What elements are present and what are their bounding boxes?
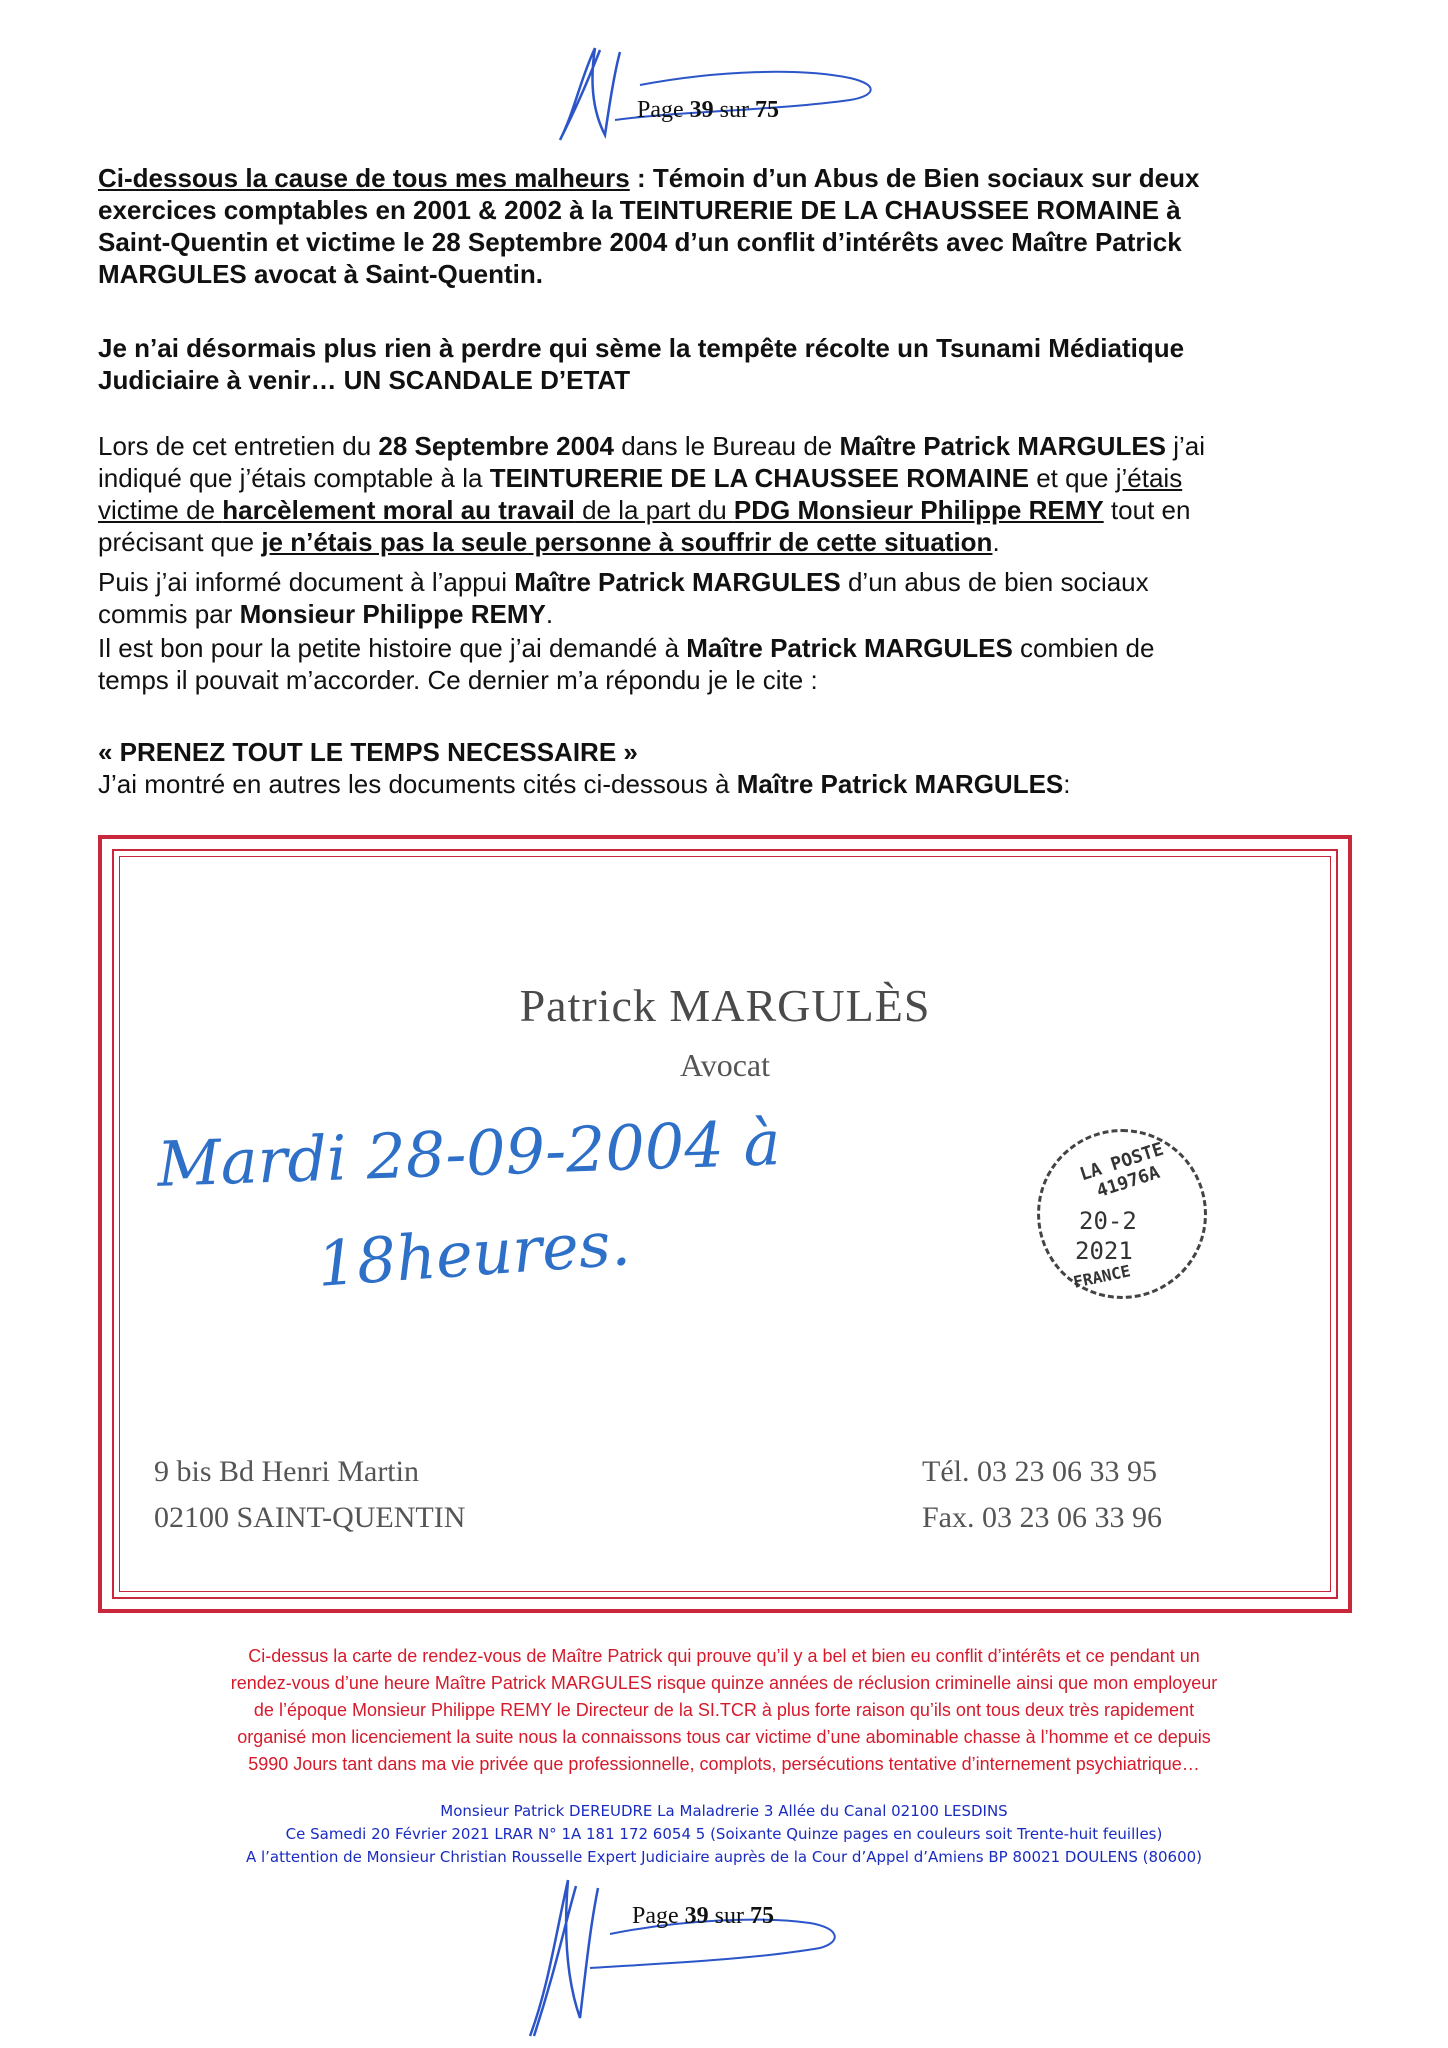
text-span: PDG Monsieur Philippe REMY: [733, 495, 1104, 525]
text-span: Monsieur Philippe REMY: [239, 599, 546, 629]
card-title: Avocat: [679, 1047, 771, 1083]
intro-line-3: Saint-Quentin et victime le 28 Septembre 2004 d’un conflit d’intérêts avec Maître Patrick: [98, 227, 1182, 257]
stamp-date-line2: 2021: [1075, 1237, 1133, 1265]
handwritten-date: Mardi 28-09-2004 à: [155, 1106, 782, 1201]
text-span: de la part du: [574, 495, 734, 525]
text-span: tout en: [1103, 495, 1191, 525]
card-contact: [922, 1449, 1162, 1541]
stamp-date-line1: 20-2: [1079, 1207, 1137, 1235]
card-fax: Fax. 03 23 06 33 96: [922, 1501, 1162, 1534]
page-current: 39: [684, 1903, 709, 1929]
page-label: Page: [637, 97, 684, 123]
body-paragraph-3: [98, 632, 1352, 696]
stamp-bottom-text: FRANCE: [1071, 1261, 1133, 1292]
page-of: sur: [719, 97, 749, 123]
page-of: sur: [714, 1903, 744, 1929]
text-span: J’ai montré en autres les documents cités ci-dessous à: [98, 769, 737, 799]
card-address: [154, 1449, 465, 1541]
caption-line-4: organisé mon licenciement la suite nous la connaissons tous car victime d’une abominable chasse à l’homme et ce depuis: [237, 1727, 1211, 1747]
stamp-top-text: LA POSTE 41976A: [1077, 1138, 1167, 1203]
card-tel: Tél. 03 23 06 33 95: [922, 1455, 1157, 1488]
text-span: .: [545, 599, 554, 629]
statement-line-1: Je n’ai désormais plus rien à perdre qui sème la tempête récolte un Tsunami Médiatique: [98, 333, 1185, 363]
page-number-footer: [632, 1903, 774, 1930]
address-line-1: 9 bis Bd Henri Martin: [154, 1455, 419, 1488]
text-span: Maître Patrick MARGULES: [839, 431, 1167, 461]
postal-stamp: [1037, 1129, 1207, 1299]
text-span: TEINTURERIE DE LA CHAUSSEE ROMAINE: [489, 463, 1029, 493]
text-line: [98, 632, 1352, 664]
intro-line-1: [98, 162, 1352, 194]
text-span: dans le Bureau de: [614, 431, 840, 461]
text-span: temps il pouvait m’accorder. Ce dernier m’a répondu je le cite :: [98, 665, 818, 695]
intro-line1-rest: : Témoin d’un Abus de Bien sociaux sur deux: [629, 163, 1200, 193]
caption-line-1: Ci-dessus la carte de rendez-vous de Maître Patrick qui prouve qu’il y a bel et bien eu conflit d’intérêts et ce pendant un: [248, 1646, 1200, 1666]
signature-initials-header: [520, 40, 890, 150]
text-span: combien de: [1012, 633, 1155, 663]
quote-block: [98, 736, 1352, 800]
footer-line-1: Monsieur Patrick DEREUDRE La Maladrerie 3 Allée du Canal 02100 LESDINS: [440, 1802, 1008, 1820]
text-line: [98, 598, 1352, 630]
intro-line-2: exercices comptables en 2001 & 2002 à la TEINTURERIE DE LA CHAUSSEE ROMAINE à: [98, 195, 1181, 225]
caption-line-3: de l’époque Monsieur Philippe REMY le Directeur de la SI.TCR à plus forte raison qu’ils ont tous deux très rapidement: [253, 1700, 1195, 1720]
body-paragraph-1: [98, 430, 1352, 558]
card-caption: [120, 1643, 1328, 1778]
text-line: [98, 768, 1352, 800]
body-paragraph-2: [98, 566, 1352, 630]
intro-line-4: MARGULES avocat à Saint-Quentin.: [98, 259, 543, 289]
statement-line-2: Judiciaire à venir… UN SCANDALE D’ETAT: [98, 365, 631, 395]
text-span: j’étais: [1115, 463, 1183, 493]
address-line-2: 02100 SAINT-QUENTIN: [154, 1501, 466, 1534]
intro-paragraph: [98, 162, 1352, 290]
statement-paragraph: [98, 332, 1352, 396]
handwritten-time: 18heures.: [314, 1206, 633, 1301]
text-span: 28 Septembre 2004: [378, 431, 614, 461]
text-line: [98, 462, 1352, 494]
text-span: Il est bon pour la petite histoire que j’ai demandé à: [98, 633, 687, 663]
text-span: d’un abus de bien sociaux: [840, 567, 1149, 597]
quote-text: « PRENEZ TOUT LE TEMPS NECESSAIRE »: [98, 737, 638, 767]
card-name: Patrick MARGULÈS: [519, 980, 931, 1031]
footer-line-3: A l’attention de Monsieur Christian Rousselle Expert Judiciaire auprès de la Cour d’Appel d’Amiens BP 80021 DOULENS (80600): [245, 1848, 1203, 1866]
text-span: Maître Patrick MARGULES: [514, 567, 841, 597]
text-span: et que: [1029, 463, 1116, 493]
text-span: Lors de cet entretien du: [98, 431, 379, 461]
intro-underlined: Ci-dessous la cause de tous mes malheurs: [98, 163, 630, 193]
text-span: Puis j’ai informé document à l’appui: [98, 567, 515, 597]
caption-line-2: rendez-vous d’une heure Maître Patrick MARGULES risque quinze années de réclusion criminelle ainsi que mon employeur: [230, 1673, 1218, 1693]
text-span: commis par: [98, 599, 240, 629]
signature-initials-footer: [520, 1868, 850, 2043]
caption-line-5: 5990 Jours tant dans ma vie privée que professionnelle, complots, persécutions tentative d’internement psychiatrique…: [248, 1754, 1200, 1774]
text-line: [98, 526, 1352, 558]
text-span: .: [992, 527, 1000, 557]
text-line: [98, 494, 1352, 526]
text-line: [98, 430, 1352, 462]
text-span: Maître Patrick MARGULES: [686, 633, 1013, 663]
sender-footer: [150, 1800, 1298, 1869]
text-span: Maître Patrick MARGULES: [736, 769, 1064, 799]
text-span: précisant que: [98, 527, 262, 557]
text-span: je n’étais pas la seule personne à souffrir de cette situation: [261, 527, 993, 557]
text-span: victime de: [98, 495, 223, 525]
footer-line-2: Ce Samedi 20 Février 2021 LRAR N° 1A 181 172 6054 5 (Soixante Quinze pages en couleurs soit Trente-huit feuilles): [285, 1825, 1163, 1843]
text-span: j’ai: [1166, 431, 1206, 461]
page-number-header: [637, 97, 779, 124]
business-card: [98, 835, 1352, 1613]
text-span: :: [1063, 769, 1071, 799]
text-line: [98, 566, 1352, 598]
text-span: indiqué que j’étais comptable à la: [98, 463, 490, 493]
page-label: Page: [632, 1903, 679, 1929]
page-current: 39: [689, 97, 714, 123]
page-total: 75: [755, 97, 779, 123]
page-total: 75: [750, 1903, 774, 1929]
text-span: harcèlement moral au travail: [222, 495, 575, 525]
